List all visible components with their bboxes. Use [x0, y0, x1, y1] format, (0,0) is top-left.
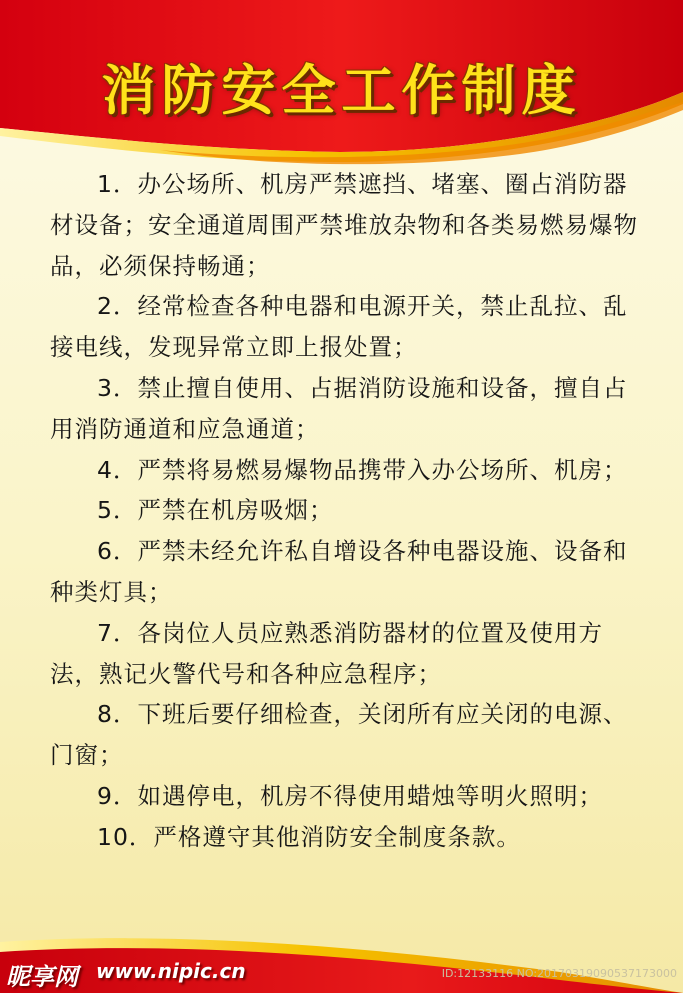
- rule-item: 1．办公场所、机房严禁遮挡、堵塞、圈占消防器材设备；安全通道周围严禁堆放杂物和各类易燃易爆物品，必须保持畅通；: [50, 170, 638, 280]
- rule-item: 2．经常检查各种电器和电源开关，禁止乱拉、乱接电线，发现异常立即上报处置；: [50, 292, 628, 362]
- watermark-site: www.nipic.cn: [96, 959, 246, 983]
- rule-item: 7．各岗位人员应熟悉消防器材的位置及使用方法，熟记火警代号和各种应急程序；: [50, 618, 603, 688]
- rule-item: 8．下班后要仔细检查，关闭所有应关闭的电源、门窗；: [50, 700, 628, 770]
- rule-item: 10．严格遵守其他消防安全制度条款。: [97, 822, 521, 851]
- rules-list: [50, 164, 650, 858]
- watermark: [0, 955, 683, 989]
- watermark-logo: 昵享网: [6, 963, 78, 991]
- poster-title: 消防安全工作制度: [101, 59, 582, 122]
- rule-item: 3．禁止擅自使用、占据消防设施和设备，擅自占用消防通道和应急通道；: [50, 373, 628, 443]
- watermark-id: ID:12133116 NO:20170319090537173000: [441, 967, 677, 980]
- rule-item: 6．严禁未经允许私自增设各种电器设施、设备和种类灯具；: [50, 537, 628, 606]
- rule-item: 5．严禁在机房吸烟；: [97, 496, 334, 525]
- rule-item: 9．如遇停电，机房不得使用蜡烛等明火照明；: [97, 781, 603, 810]
- rule-item: 4．严禁将易燃易爆物品携带入办公场所、机房；: [97, 455, 628, 484]
